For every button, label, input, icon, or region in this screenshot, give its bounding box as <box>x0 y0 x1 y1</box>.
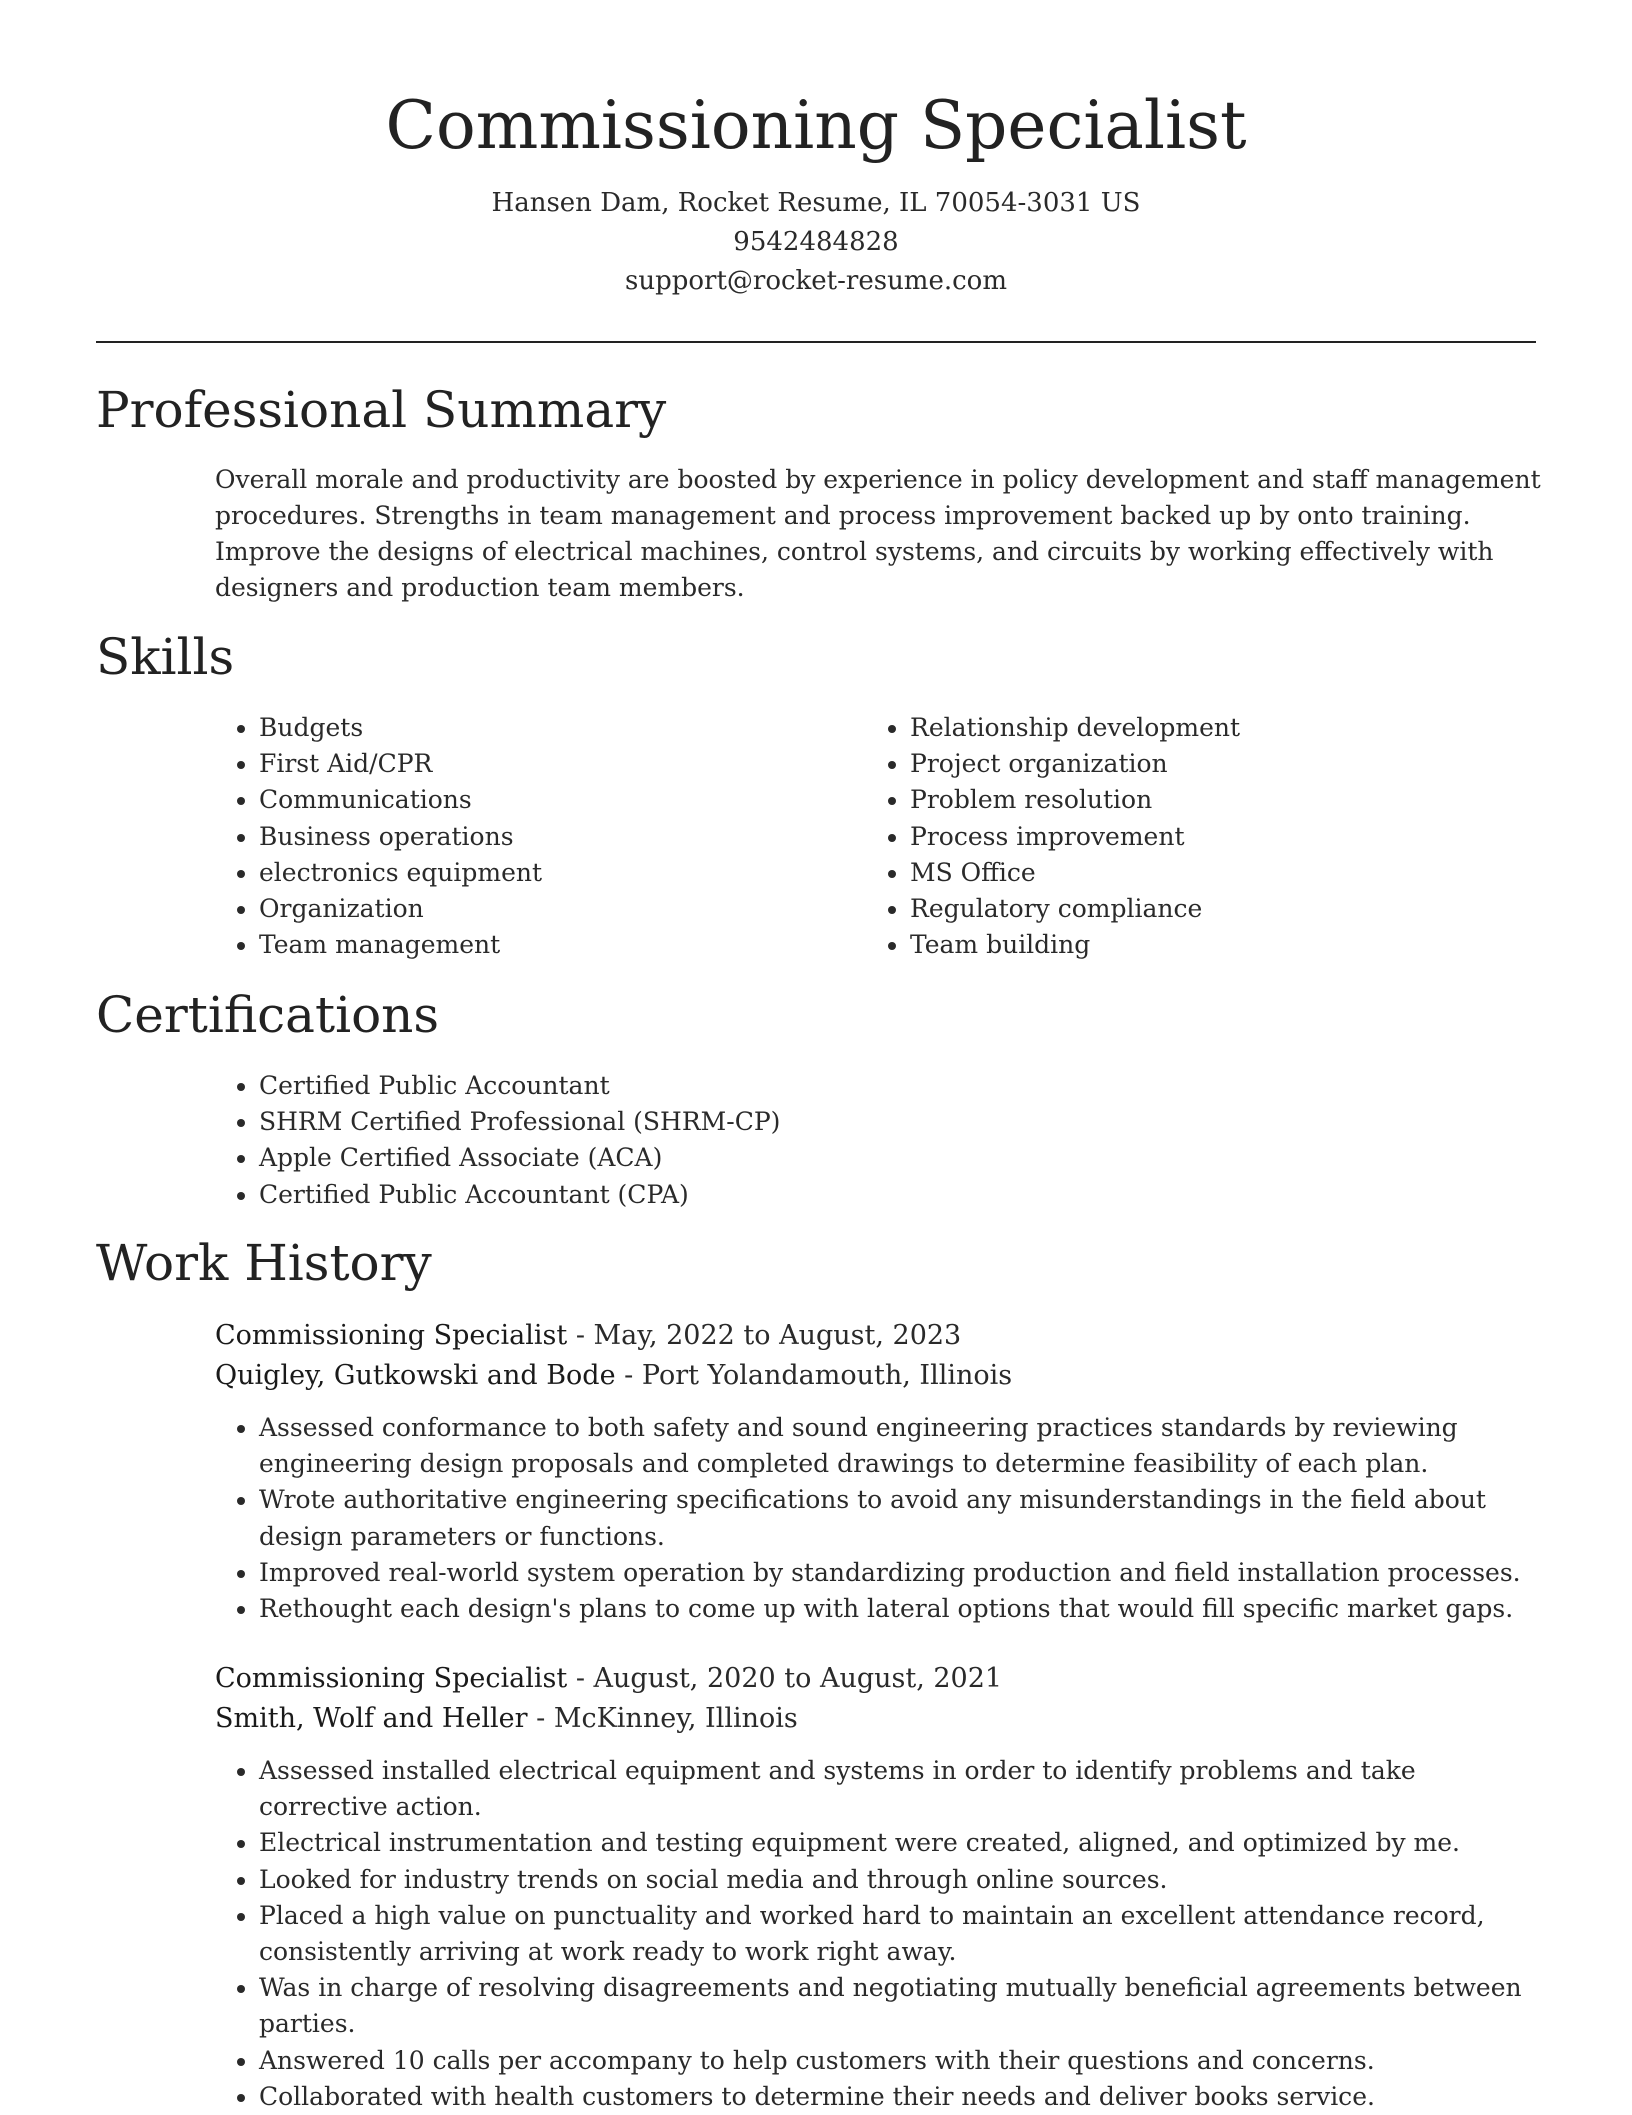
certifications-block <box>215 1068 1215 1213</box>
skills-list-right <box>866 710 1466 963</box>
certification-item: • Certified Public Accountant (CPA) <box>259 1177 1215 1213</box>
contact-email: support@rocket-resume.com <box>624 266 1007 296</box>
job-company-line <box>215 1699 1545 1739</box>
certification-item: • Certified Public Accountant <box>259 1068 1215 1104</box>
certifications-heading: Certifications <box>96 986 440 1044</box>
job-bullet: • Looked for industry trends on social media and through online sources. <box>259 1862 1545 1898</box>
job-bullet: • Assessed installed electrical equipment and systems in order to identify problems and take corrective action. <box>259 1753 1545 1825</box>
job-bullet: • Rethought each design's plans to come up with lateral options that would fill specific market gaps. <box>259 1591 1545 1627</box>
skills-list-left <box>215 710 815 963</box>
certification-item: • SHRM Certified Professional (SHRM-CP) <box>259 1104 1215 1140</box>
skills-heading: Skills <box>96 628 235 686</box>
skill-item: • Team building <box>910 927 1466 963</box>
job-bullet: • Wrote authoritative engineering specifications to avoid any misunderstandings in the field about design parameters or functions. <box>259 1482 1545 1554</box>
skill-item: • electronics equipment <box>259 855 815 891</box>
skill-item: • MS Office <box>910 855 1466 891</box>
work-history-heading: Work History <box>96 1234 432 1292</box>
job-bullet: • Assessed conformance to both safety and sound engineering practices standards by reviewing engineering design proposals and completed drawings to determine feasibility of each plan. <box>259 1410 1545 1482</box>
skill-item: • Project organization <box>910 746 1466 782</box>
job-company: Quigley, Gutkowski and Bode <box>215 1360 616 1391</box>
skill-item: • Organization <box>259 891 815 927</box>
job-bullets <box>215 1410 1545 1627</box>
job-title-line <box>215 1659 1545 1699</box>
job-bullet: • Answered 10 calls per accompany to help customers with their questions and concerns. <box>259 2043 1545 2079</box>
job-bullet-list <box>215 1410 1545 1627</box>
separator: - <box>567 1663 594 1694</box>
contact-info <box>0 184 1632 301</box>
job-dates: August, 2020 to August, 2021 <box>593 1663 1003 1694</box>
skill-item: • Team management <box>259 927 815 963</box>
separator: - <box>527 1703 554 1734</box>
contact-phone: 9542484828 <box>733 227 899 257</box>
certification-item: • Apple Certified Associate (ACA) <box>259 1140 1215 1176</box>
separator: - <box>567 1320 594 1351</box>
job-bullet: • Improved real-world system operation by standardizing production and field installation processes. <box>259 1555 1545 1591</box>
skill-item: • Problem resolution <box>910 782 1466 818</box>
job-bullets <box>215 1753 1545 2115</box>
job-bullet: • Collaborated with health customers to determine their needs and deliver books service. <box>259 2079 1545 2115</box>
contact-address: Hansen Dam, Rocket Resume, IL 70054-3031 US <box>491 188 1141 218</box>
job-bullet: • Placed a high value on punctuality and worked hard to maintain an excellent attendance record, consistently arriving at work ready to work right away. <box>259 1898 1545 1970</box>
summary-heading: Professional Summary <box>96 381 667 439</box>
job-title-line <box>215 1316 1545 1356</box>
job-title: Commissioning Specialist <box>215 1320 568 1351</box>
summary-text: Overall morale and productivity are boosted by experience in policy development and staff management procedures. Strengths in team management and process improvement backed up by onto training. Improve the designs of electrical machines, control systems, and circuits by working effectively with designers and production team members. <box>215 465 1541 602</box>
header-divider <box>96 341 1536 343</box>
skill-item: • Business operations <box>259 819 815 855</box>
skill-item: • Budgets <box>259 710 815 746</box>
skills-column-right <box>866 710 1466 963</box>
skill-item: • Process improvement <box>910 819 1466 855</box>
candidate-name: Commissioning Specialist <box>385 87 1247 164</box>
job-entry-1 <box>215 1316 1545 1627</box>
skill-item: • Relationship development <box>910 710 1466 746</box>
job-title: Commissioning Specialist <box>215 1663 568 1694</box>
job-company-line <box>215 1356 1545 1396</box>
job-location: McKinney, Illinois <box>553 1703 798 1734</box>
certifications-list <box>215 1068 1215 1213</box>
job-bullet-list <box>215 1753 1545 2115</box>
job-company: Smith, Wolf and Heller <box>215 1703 528 1734</box>
job-dates: May, 2022 to August, 2023 <box>593 1320 962 1351</box>
resume-header <box>0 0 1632 301</box>
job-entry-2 <box>215 1659 1545 2115</box>
skill-item: • Communications <box>259 782 815 818</box>
skill-item: • First Aid/CPR <box>259 746 815 782</box>
job-bullet: • Was in charge of resolving disagreements and negotiating mutually beneficial agreements between parties. <box>259 1970 1545 2042</box>
job-location: Port Yolandamouth, Illinois <box>641 1360 1013 1391</box>
skills-column-left <box>215 710 815 963</box>
separator: - <box>615 1360 642 1391</box>
job-bullet: • Electrical instrumentation and testing equipment were created, aligned, and optimized by me. <box>259 1825 1545 1861</box>
skill-item: • Regulatory compliance <box>910 891 1466 927</box>
